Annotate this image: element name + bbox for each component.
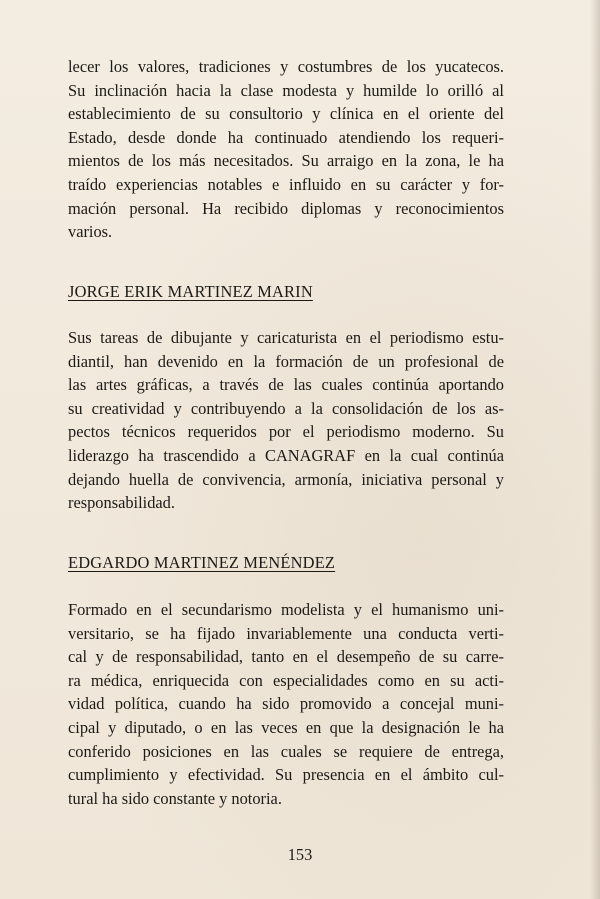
paragraph-3 xyxy=(68,598,504,810)
page-spine-shadow xyxy=(590,0,600,899)
paragraph-1-line: varios. xyxy=(68,222,113,242)
paragraph-3-line: cumplimiento y efectividad. Su presencia en el ámbito cul- xyxy=(68,765,504,785)
paragraph-2-line: liderazgo ha trascendido a CANAGRAF en la cual continúa xyxy=(68,445,504,465)
section-heading-edgardo: EDGARDO MARTINEZ MENÉNDEZ xyxy=(68,553,336,572)
paragraph-1-line: lecer los valores, tradiciones y costumbres de los yucatecos. xyxy=(68,57,504,76)
paragraph-2-line: pectos técnicos requeridos por el periodismo moderno. Su xyxy=(68,422,504,442)
paragraph-1-line: mientos de los más necesitados. Su arraigo en la zona, le ha xyxy=(68,151,504,171)
paragraph-1-line: mación personal. Ha recibido diplomas y reconocimientos xyxy=(68,198,504,218)
paragraph-2 xyxy=(68,326,504,515)
paragraph-2-line: las artes gráficas, a través de las cuales continúa aportando xyxy=(68,375,504,395)
paragraph-1-line: Estado, desde donde ha continuado atendiendo los requeri- xyxy=(68,127,504,147)
paragraph-2-line: diantil, han devenido en la formación de un profesional de xyxy=(68,351,504,371)
section-heading-jorge-erik: JORGE ERIK MARTINEZ MARIN xyxy=(68,282,313,301)
paragraph-3-line: versitario, se ha fijado invariablemente una conducta verti- xyxy=(68,623,504,643)
paragraph-3-line: cipal y diputado, o en las veces en que la designación le ha xyxy=(68,717,504,737)
paragraph-3-line: cal y de responsabilidad, tanto en el desempeño de su carre- xyxy=(68,647,504,667)
paragraph-1-line: Su inclinación hacia la clase modesta y humilde lo orilló al xyxy=(68,80,504,100)
paragraph-2-line: dejando huella de convivencia, armonía, iniciativa personal y xyxy=(68,469,504,489)
paragraph-1-line: traído experiencias notables e influido en su carácter y for- xyxy=(68,174,504,194)
paragraph-2-line: su creatividad y contribuyendo a la consolidación de los as- xyxy=(68,398,504,418)
paragraph-3-line: conferido posiciones en las cuales se requiere de entrega, xyxy=(68,741,504,761)
paragraph-3-line: vidad política, cuando ha sido promovido a concejal muni- xyxy=(68,694,504,714)
paragraph-1-line: establecimiento de su consultorio y clínica en el oriente del xyxy=(68,104,504,124)
page-number: 153 xyxy=(287,845,313,864)
paragraph-3-line: Formado en el secundarismo modelista y el humanismo uni- xyxy=(68,600,504,619)
paragraph-3-line: tural ha sido constante y notoria. xyxy=(68,788,282,808)
paragraph-1 xyxy=(68,55,504,244)
paragraph-3-line: ra médica, enriquecida con especialidades como en su acti- xyxy=(68,670,504,690)
paragraph-2-line: Sus tareas de dibujante y caricaturista en el periodismo estu- xyxy=(68,328,504,347)
paragraph-2-line: responsabilidad. xyxy=(68,493,175,513)
